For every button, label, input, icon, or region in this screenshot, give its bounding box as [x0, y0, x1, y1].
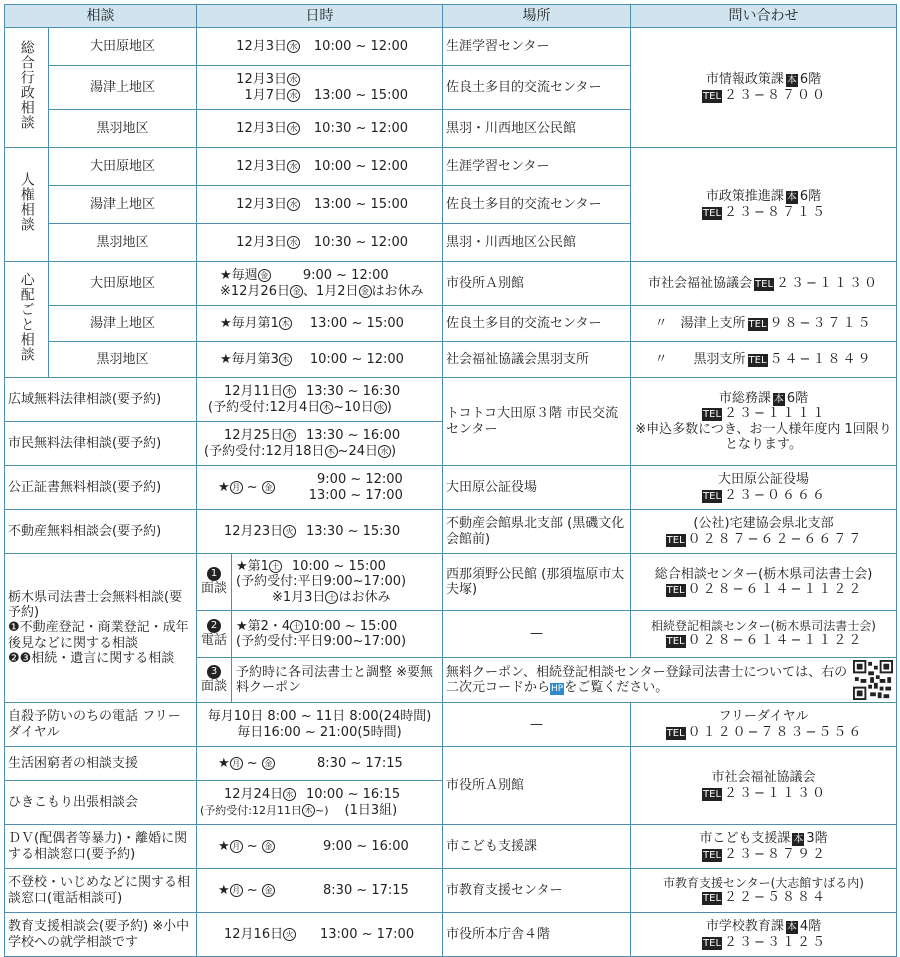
time: 10:30 ~ 12:00	[313, 234, 408, 250]
time: 9:00 ~ 12:00	[317, 472, 403, 488]
contact-floor: 4階	[799, 919, 822, 935]
place: 大田原公証役場	[443, 466, 631, 510]
schedule: 毎月10日 8:00 ~ 11日 8:00(24時間)	[207, 709, 432, 725]
contact-name: フリーダイヤル	[718, 709, 809, 725]
place: 生涯学習センター	[443, 28, 631, 66]
table-row	[5, 28, 897, 66]
date: 1月7日	[244, 87, 287, 103]
main-building-icon: 本	[793, 834, 804, 846]
header-contact: 問い合わせ	[631, 5, 897, 28]
contact-name: 市総務課	[718, 390, 771, 406]
date: 12月3日	[236, 38, 287, 54]
consult-name: 生活困窮者の相談支援	[5, 747, 197, 781]
phone-number: ２３−３１２５	[724, 934, 827, 950]
time: 9:00 ~ 12:00	[302, 268, 389, 284]
category-shinpai: 心配ごと相談	[18, 272, 35, 363]
phone-icon: TEL	[703, 207, 722, 219]
header-consult: 相談	[5, 5, 197, 28]
phone-number: ５４−１８４９	[769, 351, 873, 367]
phone-number: ２３−０６６６	[724, 487, 827, 503]
place: 西那須野公民館 (那須塩原市太夫塚)	[443, 554, 631, 611]
weekday-badge: 金	[262, 481, 275, 494]
datetime-cell	[197, 825, 443, 869]
coupon-text: をご覧ください。	[564, 680, 669, 695]
weekday-badge: 水	[287, 198, 300, 211]
place: 黒羽・川西地区公民館	[443, 110, 631, 148]
contact-name: 市こども支援課	[699, 831, 791, 847]
time: 10:00 ~ 12:00	[313, 158, 408, 174]
header-place: 場所	[443, 5, 631, 28]
datetime-cell	[197, 148, 443, 186]
consult-name: 不動産無料相談会(要予約)	[5, 510, 197, 554]
contact-name: 市社会福祉協議会	[711, 770, 816, 786]
phone-number: ０２８−６１４−１１２２	[687, 582, 864, 597]
time: 13:00 ~ 15:00	[309, 315, 404, 331]
area-name: 黒羽地区	[49, 342, 197, 378]
contact-name: 市学校教育課	[705, 919, 784, 935]
area-name: 湯津上地区	[49, 186, 197, 224]
contact-cell	[631, 611, 897, 658]
area-name: 黒羽地区	[49, 224, 197, 262]
place: 社会福祉協議会黒羽支所	[443, 342, 631, 378]
time: 10:00 ~ 12:00	[309, 351, 404, 367]
date: 12月11日	[224, 384, 284, 400]
datetime-cell	[197, 913, 443, 957]
phone-number: ２３−８７１５	[724, 204, 827, 220]
phone-icon: TEL	[666, 636, 685, 648]
time: 8:30 ~ 17:15	[317, 755, 403, 771]
datetime-cell	[197, 224, 443, 262]
time: 13:00 ~ 15:00	[313, 87, 408, 103]
datetime-cell	[197, 510, 443, 554]
area-name: 大田原地区	[49, 262, 197, 306]
phone-number: ２３−８７００	[724, 87, 827, 103]
schedule: ★毎月第1	[220, 315, 279, 331]
table-row	[5, 148, 897, 186]
weekday-badge: 土	[290, 620, 303, 633]
homepage-icon[interactable]: HP	[551, 684, 564, 694]
date: 12月24日	[224, 787, 284, 803]
weekday-badge: 金	[262, 757, 275, 770]
contact-cell	[631, 913, 897, 957]
place: 不動産会館県北支部 (黒磯文化会館前)	[443, 510, 631, 554]
consult-name: 栃木県司法書士会無料相談(要予約)	[8, 589, 183, 620]
datetime-cell	[197, 110, 443, 148]
weekday-badge: 金	[262, 884, 275, 897]
weekday-badge: 水	[287, 122, 300, 135]
phone-icon: TEL	[703, 788, 722, 800]
reserve-period: (予約受付:平日9:00~17:00)	[236, 634, 407, 649]
place: 市役所Ａ別館	[443, 747, 631, 825]
time: 13:00 ~ 17:00	[308, 487, 403, 503]
date: 12月3日	[236, 120, 287, 136]
schedule: ★第2・4	[236, 618, 291, 634]
datetime-cell	[197, 28, 443, 66]
weekday-badge: 木	[279, 353, 292, 366]
contact-name: 〃 黒羽支所	[654, 351, 746, 367]
datetime-cell	[197, 703, 443, 747]
contact-floor: 3階	[806, 831, 828, 847]
consultation-table	[4, 4, 897, 957]
datetime-cell	[197, 186, 443, 224]
schedule: ★毎月第3	[220, 351, 279, 367]
note: ※1月3日	[272, 589, 326, 605]
reserve-period: )	[390, 443, 397, 459]
consult-name: 教育支援相談会(要予約) ※小中学校への就学相談です	[5, 913, 197, 957]
table-row	[5, 378, 897, 422]
place: —	[443, 611, 631, 658]
contact-cell	[631, 747, 897, 825]
consult-item: ❶不動産登記・商業登記・成年後見などに関する相談	[8, 620, 189, 651]
consult-name: ひきこもり出張相談会	[5, 781, 197, 825]
time: 13:00 ~ 17:00	[320, 926, 415, 942]
method-label: 面談	[200, 679, 227, 695]
datetime-cell: 3 面談 予約時に各司法書士と調整 ※要無料クーポン	[197, 658, 443, 703]
qr-code-icon[interactable]	[853, 660, 893, 700]
contact-floor: 6階	[799, 189, 822, 205]
weekday-badge: 金	[262, 840, 275, 853]
contact-cell	[631, 554, 897, 611]
contact-name: 市情報政策課	[705, 72, 784, 88]
contact-cell	[631, 148, 897, 262]
table-row	[5, 825, 897, 869]
weekday-badge: 水	[283, 788, 296, 801]
weekday-badge: 金	[258, 269, 271, 282]
reserve-period: (予約受付:12月4日	[208, 399, 321, 415]
place: 佐良土多目的交流センター	[443, 186, 631, 224]
consult-name: 公正証書無料相談(要予約)	[5, 466, 197, 510]
weekday-badge: 水	[287, 89, 300, 102]
phone-icon: TEL	[703, 892, 722, 904]
note: ※申込多数につき、お一人様年度内 1回限りとなります。	[635, 421, 892, 452]
contact-name: 大田原公証役場	[717, 472, 809, 488]
datetime-cell: 12月25日 木 13:30 ~ 16:00 (予約受付:12月18日 木 ~24日 水 )	[197, 422, 443, 466]
area-name: 湯津上地区	[49, 66, 197, 110]
shihou-cell	[5, 554, 197, 703]
method-note: 予約時に各司法書士と調整 ※要無料クーポン	[236, 664, 434, 695]
contact-name: 市政策推進課	[705, 189, 784, 205]
datetime-cell	[197, 869, 443, 913]
tilde: ~	[246, 838, 258, 854]
place: 市こども支援課	[443, 825, 631, 869]
date: 12月16日	[224, 926, 284, 942]
phone-icon: TEL	[666, 585, 685, 596]
area-name: 大田原地区	[49, 28, 197, 66]
datetime-cell: 12月11日 木 13:30 ~ 16:30 (予約受付:12月4日 木 ~10日 水 )	[197, 378, 443, 422]
mark: ★	[218, 479, 230, 495]
reserve-period: )	[386, 399, 392, 415]
phone-number: ２３−１１３０	[776, 275, 879, 291]
tilde: ~	[246, 479, 258, 495]
weekday-badge: 水	[287, 236, 300, 249]
table-row	[5, 306, 897, 342]
phone-number: ２２−５８８４	[724, 889, 827, 905]
note: ※12月26日	[220, 283, 290, 299]
contact-cell	[631, 342, 897, 378]
weekday-badge: 木	[279, 317, 292, 330]
time: 8:30 ~ 17:15	[323, 882, 409, 898]
consult-item: ❷❸相続・遺言に関する相談	[8, 650, 175, 666]
weekday-badge: 水	[287, 160, 300, 173]
table-row	[5, 747, 897, 781]
contact-cell	[631, 466, 897, 510]
mark: ★	[218, 755, 230, 771]
place: 佐良土多目的交流センター	[443, 306, 631, 342]
schedule: ★毎週	[220, 268, 258, 284]
schedule: 毎日16:00 ~ 21:00(5時間)	[237, 724, 402, 740]
datetime-cell: 1 面談 ★第1 土 10:00 ~ 15:00 (予約受付:平日9:00~17:00) ※1月3日 土 はお休み	[197, 554, 443, 611]
schedule: ★第1	[236, 559, 269, 574]
table-row	[5, 342, 897, 378]
time: 13:30 ~ 16:30	[306, 384, 401, 400]
note: はお休み	[338, 589, 391, 605]
contact-cell	[631, 510, 897, 554]
time: 13:30 ~ 15:30	[306, 523, 401, 539]
phone-icon: TEL	[703, 849, 722, 861]
contact-cell	[631, 378, 897, 466]
phone-number: ２３−１１１１	[724, 406, 827, 422]
method-label: 面談	[200, 581, 227, 597]
time: 10:00 ~ 15:00	[291, 559, 386, 574]
weekday-badge: 水	[287, 40, 300, 53]
place: 黒羽・川西地区公民館	[443, 224, 631, 262]
time: 10:30 ~ 12:00	[313, 120, 408, 136]
datetime-cell: 2 電話 ★第2・4 土 10:00 ~ 15:00 (予約受付:平日9:00~17:00)	[197, 611, 443, 658]
contact-floor: 6階	[786, 390, 809, 406]
date: 12月3日	[236, 196, 287, 212]
table-row	[5, 869, 897, 913]
date: 12月3日	[236, 234, 287, 250]
reserve-period: ~24日	[337, 443, 378, 459]
datetime-cell: ★毎週 金 9:00 ~ 12:00 ※12月26日 金 、1月2日 金 はお休み	[197, 262, 443, 306]
contact-name: 総合相談センター(栃木県司法書士会)	[654, 566, 873, 582]
date: 12月3日	[236, 72, 287, 88]
table-row	[5, 913, 897, 957]
phone-icon: TEL	[666, 534, 685, 546]
place: —	[443, 703, 631, 747]
area-name: 黒羽地区	[49, 110, 197, 148]
weekday-badge: 月	[230, 840, 243, 853]
time: 10:00 ~ 16:15	[306, 787, 401, 803]
phone-icon: TEL	[666, 727, 685, 739]
mark: ★	[218, 882, 230, 898]
contact-name: 市教育支援センター(大志館すばる内)	[663, 875, 864, 890]
reserve-period: ~)	[315, 803, 329, 817]
area-name: 大田原地区	[49, 148, 197, 186]
contact-cell	[631, 825, 897, 869]
consult-name: 自殺予防いのちの電話 フリーダイヤル	[5, 703, 197, 747]
note: 、1月2日	[302, 283, 359, 299]
time: 13:30 ~ 16:00	[306, 428, 401, 444]
contact-name: 相続登記相談センター(栃木県司法書士会)	[651, 619, 876, 634]
phone-number: ０１２０−７８３−５５６	[687, 724, 864, 740]
note: はお休み	[371, 283, 424, 299]
reserve-period: (予約受付:12月18日	[204, 443, 325, 459]
phone-number: ０２８−６１４−１１２２	[687, 633, 864, 649]
contact-cell	[631, 262, 897, 306]
main-building-icon: 本	[786, 192, 797, 204]
contact-cell	[631, 703, 897, 747]
date: 12月25日	[224, 428, 284, 444]
datetime-cell	[197, 306, 443, 342]
phone-icon: TEL	[748, 354, 767, 366]
table-row	[5, 510, 897, 554]
main-building-icon: 本	[773, 393, 784, 405]
coupon-text: 無料クーポン、相続登記相談センター登録司法書士については、右の二次元コードから	[446, 664, 848, 695]
place: トコトコ大田原３階 市民交流センター	[443, 378, 631, 466]
tilde: ~	[246, 755, 258, 771]
phone-icon: TEL	[703, 90, 722, 102]
date: 12月3日	[236, 158, 287, 174]
weekday-badge: 月	[230, 884, 243, 897]
time: 10:00 ~ 12:00	[313, 38, 408, 54]
coupon-info	[443, 658, 897, 703]
place: 市役所Ａ別館	[443, 262, 631, 306]
datetime-cell	[197, 781, 443, 825]
weekday-badge: 月	[230, 481, 243, 494]
header-row	[5, 5, 897, 28]
header-datetime: 日時	[197, 5, 443, 28]
category-cell	[5, 148, 49, 262]
consult-name: ＤＶ(配偶者等暴力)・離婚に関する相談窓口(要予約)	[5, 825, 197, 869]
contact-name: 〃 湯津上支所	[654, 315, 746, 331]
place: 生涯学習センター	[443, 148, 631, 186]
weekday-badge: 水	[287, 73, 300, 86]
contact-cell	[631, 869, 897, 913]
phone-number: ９８−３７１５	[769, 315, 873, 331]
category-cell	[5, 28, 49, 148]
phone-icon: TEL	[755, 278, 774, 290]
capacity: (1日3組)	[344, 802, 398, 818]
datetime-cell	[197, 747, 443, 781]
category-cell	[5, 262, 49, 378]
contact-floor: 6階	[799, 72, 822, 88]
area-name: 湯津上地区	[49, 306, 197, 342]
table-row	[5, 703, 897, 747]
phone-icon: TEL	[703, 490, 722, 502]
weekday-badge: 土	[269, 560, 282, 573]
place: 市役所本庁舎４階	[443, 913, 631, 957]
phone-icon: TEL	[703, 409, 722, 421]
contact-cell	[631, 306, 897, 342]
weekday-badge: 月	[230, 757, 243, 770]
contact-name: 市社会福祉協議会	[648, 275, 753, 291]
date: 12月23日	[224, 523, 284, 539]
time: 13:00 ~ 15:00	[313, 196, 408, 212]
weekday-badge: 木	[283, 429, 296, 442]
reserve-period: (予約受付:平日9:00~17:00)	[236, 574, 407, 590]
table-row	[5, 466, 897, 510]
main-building-icon: 本	[786, 75, 797, 87]
weekday-badge: 火	[283, 928, 296, 941]
consult-name: 広域無料法律相談(要予約)	[5, 378, 197, 422]
tilde: ~	[246, 882, 258, 898]
phone-number: ０２８７−６２−６６７７	[687, 531, 864, 547]
weekday-badge: 木	[283, 385, 296, 398]
consult-name: 市民無料法律相談(要予約)	[5, 422, 197, 466]
contact-cell	[631, 28, 897, 148]
consult-name: 不登校・いじめなどに関する相談窓口(電話相談可)	[5, 869, 197, 913]
phone-icon: TEL	[703, 937, 722, 949]
mark: ★	[218, 838, 230, 854]
datetime-cell	[197, 66, 443, 110]
datetime-cell	[197, 342, 443, 378]
weekday-badge: 火	[283, 525, 296, 538]
datetime-cell	[197, 466, 443, 510]
reserve-period: (予約受付:12月11日	[200, 803, 302, 817]
main-building-icon: 本	[786, 922, 797, 934]
table-row	[5, 554, 897, 611]
place: 市教育支援センター	[443, 869, 631, 913]
phone-icon: TEL	[748, 318, 767, 330]
table-row	[5, 262, 897, 306]
category-sogo: 総合行政相談	[18, 40, 35, 131]
contact-name: (公社)宅建協会県北支部	[693, 516, 834, 532]
phone-number: ２３−８７９２	[724, 846, 827, 862]
time: 10:00 ~ 15:00	[303, 618, 398, 634]
place: 佐良土多目的交流センター	[443, 66, 631, 110]
category-jinken: 人権相談	[18, 172, 35, 233]
time: 9:00 ~ 16:00	[323, 838, 409, 854]
reserve-period: ~10日	[333, 399, 374, 415]
weekday-badge: 木	[302, 804, 315, 817]
method-label: 電話	[200, 633, 227, 649]
phone-number: ２３−１１３０	[724, 785, 827, 801]
